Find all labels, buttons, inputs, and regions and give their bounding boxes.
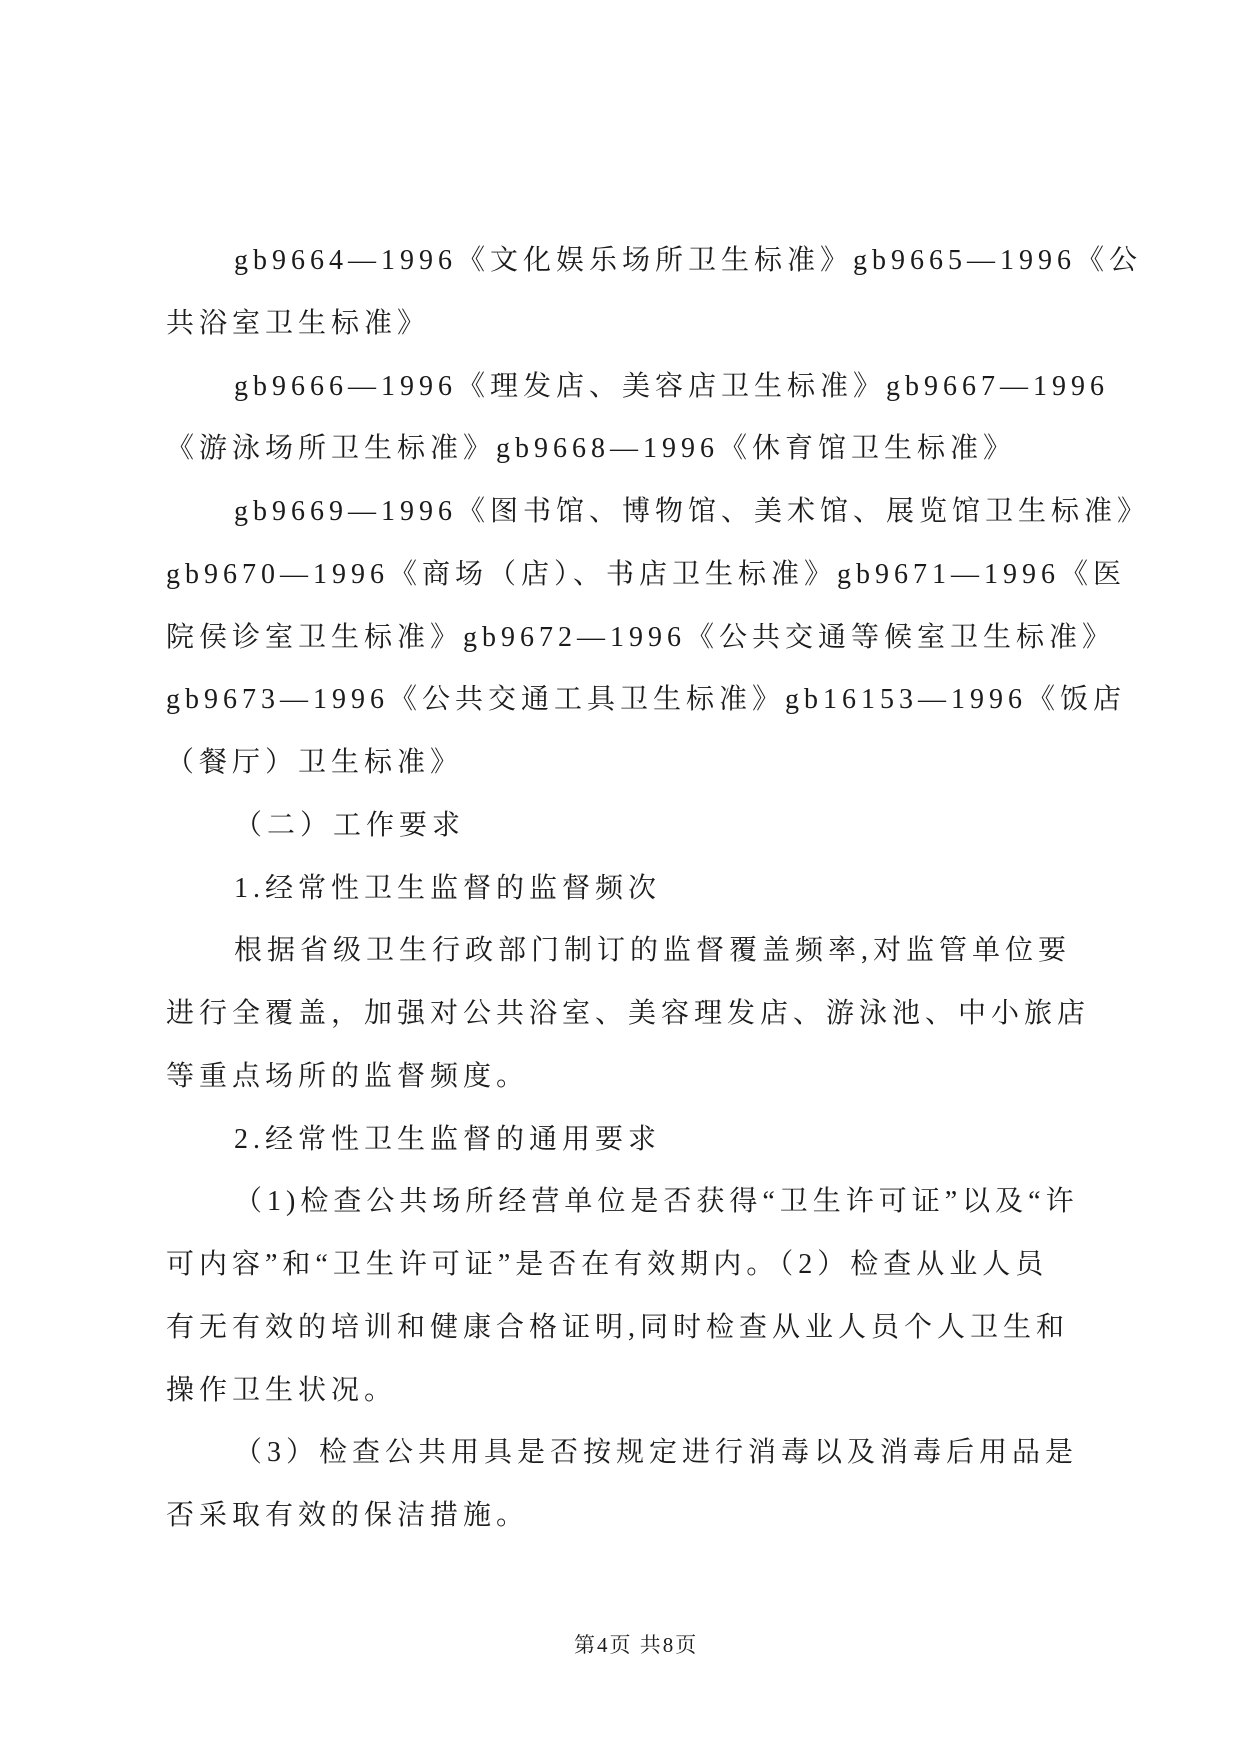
text-line: 院侯诊室卫生标准》gb9672—1996《公共交通等候室卫生标准》 bbox=[166, 621, 1116, 653]
text-line: 可内容”和“卫生许可证”是否在有效期内。（2）检查从业人员 bbox=[166, 1249, 1049, 1280]
text-line: 《游泳场所卫生标准》gb9668—1996《休育馆卫生标准》 bbox=[166, 433, 1017, 465]
text-line: 否采取有效的保洁措施。 bbox=[166, 1500, 530, 1531]
text-line: gb9670—1996《商场（店）、书店卫生标准》gb9671—1996《医 bbox=[166, 558, 1127, 590]
paragraph-standards-3 bbox=[166, 481, 1151, 795]
text-line: （3）检查公共用具是否按规定进行消毒以及消毒后用品是 bbox=[234, 1437, 1079, 1469]
heading-line: 2.经常性卫生监督的通用要求 bbox=[234, 1123, 662, 1155]
text-line: gb9673—1996《公共交通工具卫生标准》gb16153—1996《饭店 bbox=[166, 684, 1127, 716]
subheading-general-requirements bbox=[166, 1109, 1126, 1172]
text-line: 等重点场所的监督频度。 bbox=[166, 1060, 530, 1092]
text-line: gb9669—1996《图书馆、博物馆、美术馆、展览馆卫生标准》 bbox=[234, 496, 1151, 527]
page-number-footer: 第4页 共8页 bbox=[574, 1633, 699, 1657]
text-line: 进行全覆盖，加强对公共浴室、美容理发店、游泳池、中小旅店 bbox=[166, 998, 1091, 1029]
subheading-supervision-frequency bbox=[166, 858, 1126, 921]
text-line: （1)检查公共场所经营单位是否获得“卫生许可证”以及“许 bbox=[234, 1186, 1079, 1218]
section-heading-work-requirements bbox=[166, 795, 1126, 858]
text-line: （餐厅）卫生标准》 bbox=[166, 747, 464, 778]
text-line: 共浴室卫生标准》 bbox=[166, 307, 431, 339]
text-line: 操作卫生状况。 bbox=[166, 1374, 398, 1406]
paragraph-requirement-1-2 bbox=[166, 1171, 1126, 1422]
document-body bbox=[166, 230, 1151, 1548]
text-line: 有无有效的培训和健康合格证明,同时检查从业人员个人卫生和 bbox=[166, 1311, 1070, 1343]
heading-line: 1.经常性卫生监督的监督频次 bbox=[234, 872, 662, 904]
paragraph-standards-2 bbox=[166, 356, 1126, 482]
heading-line: （二）工作要求 bbox=[234, 809, 466, 841]
paragraph-frequency-body bbox=[166, 920, 1126, 1108]
paragraph-standards-1 bbox=[166, 230, 1143, 356]
paragraph-requirement-3 bbox=[166, 1422, 1126, 1548]
text-line: gb9664—1996《文化娱乐场所卫生标准》gb9665—1996《公 bbox=[234, 245, 1143, 276]
text-line: gb9666—1996《理发店、美容店卫生标准》gb9667—1996 bbox=[234, 370, 1110, 402]
text-line: 根据省级卫生行政部门制订的监督覆盖频率,对监管单位要 bbox=[234, 935, 1072, 967]
